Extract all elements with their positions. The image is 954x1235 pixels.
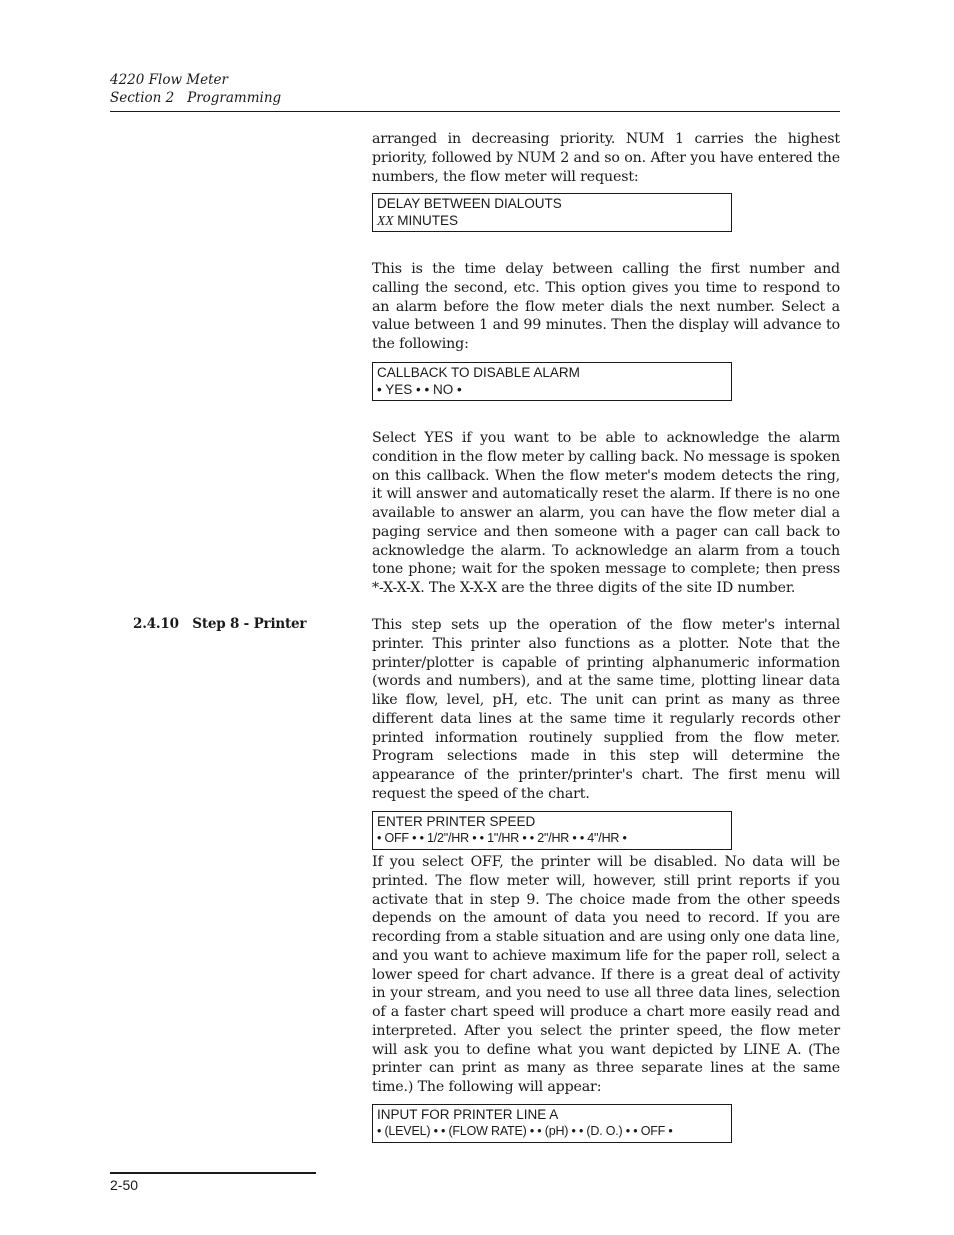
display-line-1: ENTER PRINTER SPEED (377, 814, 536, 829)
paragraph-priority: arranged in decreasing priority. NUM 1 carries the highest priority, followed by NUM 2 and so on. After you have entered the numbers, the flow meter will request: (372, 131, 840, 185)
footer-divider (110, 1172, 316, 1174)
paragraph-printer-setup: This step sets up the operation of the flow meter's internal printer. This printer also functions as a plotter. Note that the printer/plotter is capable of printing alphanumeric information (words and numbers), and at the same time, plotting linear data like flow, level, pH, etc. The unit can print as many as three different data lines at the same time it regularly records other printed information routinely supplied from the flow meter. Program selections made in this step will determine the appearance of the printer/printer's chart. The first menu will request the speed of the chart. (372, 617, 840, 802)
header-title: 4220 Flow Meter (110, 72, 228, 88)
display-line-1: DELAY BETWEEN DIALOUTS (377, 196, 562, 211)
display-enter-printer-speed (372, 811, 732, 850)
display-line-2: • YES • • NO • (377, 382, 462, 397)
display-line-1: INPUT FOR PRINTER LINE A (377, 1107, 559, 1122)
placeholder-xx: XX (377, 213, 394, 228)
display-line-2: • OFF • • 1/2"/HR • • 1"/HR • • 2"/HR • • 4"/HR • (377, 831, 627, 845)
running-header (110, 71, 281, 107)
paragraph-time-delay: This is the time delay between calling the first number and calling the second, etc. This option gives you time to respond to an alarm before the flow meter dials the next number. Select a value between 1 and 99 minutes. Then the display will advance to the following: (372, 261, 840, 352)
display-input-printer-line-a (372, 1104, 732, 1143)
display-line-2: • (LEVEL) • • (FLOW RATE) • • (pH) • • (D. O.) • • OFF • (377, 1124, 673, 1138)
display-callback-disable-alarm (372, 362, 732, 401)
display-delay-between-dialouts (372, 193, 732, 232)
header-section: Section 2 Programming (110, 90, 282, 106)
paragraph-printer-off: If you select OFF, the printer will be disabled. No data will be printed. The flow meter will, however, still print reports if you activate that in step 9. The choice made from the other speeds depends on the amount of data you need to record. If you are recording from a stable situation and are using only one data line, and you want to achieve maximum life for the paper roll, select a lower speed for chart advance. If there is a great deal of activity in your stream, and you need to use all three data lines, selection of a faster chart speed will produce a chart more easily read and interpreted. After you select the printer speed, the flow meter will ask you to define what you want depicted by LINE A. (The printer can print as many as three separate lines at the same time.) The following will appear: (372, 854, 840, 1095)
paragraph-select-yes: Select YES if you want to be able to acknowledge the alarm condition in the flow meter by calling back. No message is spoken on this callback. When the flow meter's modem detects the ring, it will answer and automatically reset the alarm. If there is no one available to answer an alarm, you can have the flow meter dial a paging service and then someone with a pager can call back to acknowledge the alarm. To acknowledge an alarm from a touch tone phone; wait for the spoken message to complete; then press *-X-X-X. The X-X-X are the three digits of the site ID number. (372, 430, 840, 596)
page-number: 2-50 (110, 1177, 139, 1193)
section-heading: 2.4.10 Step 8 - Printer (133, 616, 307, 632)
display-line-2 (377, 212, 731, 229)
display-minutes: MINUTES (393, 213, 459, 228)
display-line-1: CALLBACK TO DISABLE ALARM (377, 365, 580, 380)
header-divider (110, 111, 840, 112)
